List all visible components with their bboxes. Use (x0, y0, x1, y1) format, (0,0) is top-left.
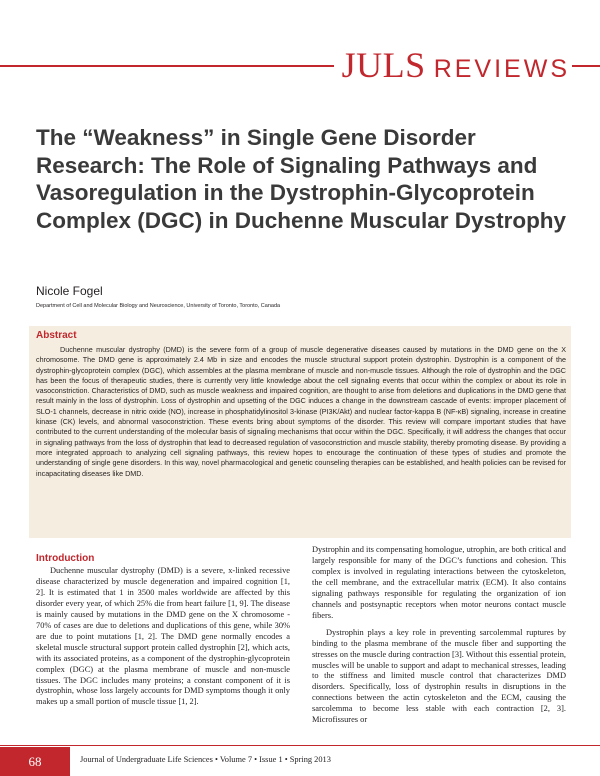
journal-brand (334, 44, 572, 86)
author-name: Nicole Fogel (36, 284, 103, 298)
brand-reviews: REVIEWS (433, 55, 570, 83)
article-title: The “Weakness” in Single Gene Disorder Research: The Role of Signaling Pathways and Vasoregulation in the Dystrophin-Glycoprotein Complex (DGC) in Duchenne Muscular Dystrophy (36, 125, 567, 233)
body-column-right (312, 545, 566, 726)
abstract-heading: Abstract (36, 330, 77, 341)
body-column-left (36, 566, 290, 708)
paragraph: Dystrophin and its compensating homologue, utrophin, are both critical and largely responsible for many of the DGC’s functions and cohesion. This complex is involved in regulating interactions between the cytoskeleton, the cell membrane, and the extracellular matrix (ECM). It also contains signaling pathways responsible for regulating the organization of ion channels and postsynaptic receptors when motor neurons contact muscle fibers. (312, 545, 566, 620)
paragraph: Duchenne muscular dystrophy (DMD) is a severe, x-linked recessive disease characterized by muscle degeneration and impaired cognition [1, 2]. It is estimated that 1 in 3500 males worldwide are affected by this disorder every year, of which 25% die from heart failure [1, 9]. The disease is mainly caused by mutations in the DMD gene on the X chromosome - 70% of cases are due to deletions and duplications of this gene, while 30% are due to point mutations [1, 2]. The DMD gene normally encodes a skeletal muscle structural support protein called dystrophin [2], which acts, with its associated proteins, as a component of the dystrophin-glycoprotein complex (DGC) at the plasma membrane of muscle and non-muscle tissues. The DGC includes many proteins; a constant component of it is dystrophin, whose loss largely accounts for DMD symptoms though it only makes up a small portion of muscle tissue [1, 2]. (36, 566, 290, 707)
abstract-text: Duchenne muscular dystrophy (DMD) is the severe form of a group of muscle degenerative diseases caused by mutations in the DMD gene on the X chromosome. The DMD gene is approximately 2.4 Mb in size and encodes the muscle structural support protein dystrophin. Dystrophin is a component of the dystrophin-glycoprotein complex (DGC), which assembles at the plasma membrane of muscle and non-muscle tissues. Although the role of dystrophin and the DGC has been the focus of therapeutic studies, there is currently very little knowledge about the cell signaling events that occur within the complex or about its role in vasoconstriction. Characteristics of DMD, such as muscle weakness and impaired cognition, are thought to arise from deletions and duplications in the DMD gene that result mainly in the loss of dystrophin. Loss of dystrophin and upsetting of the DGC induces a change in the downstream cascade of events: improper placement of SLO-1 channels, decrease in nitric oxide (NO), increase in phosphatidylinositol 3-kinase (PI3K/Akt) and nuclear factor-kappa B (NF-κB) signaling, increase in creatine kinase (CK) levels, and abnormal vasoconstriction. These events bring about symptoms of the disorder. This review will compare important studies that have contributed to the current understanding of the molecular basis of signaling mechanisms that occur within the DGC. Specifically, it will address the changes that occur in signaling pathways from the loss of dystrophin that lead to decreased regulation of vasoconstriction and muscle stability, thereby promoting disease. By providing a more integrated approach to analyzing cell signaling pathways, this review hopes to encourage the continuation of these types of studies and promote the understanding of single gene disorders. In this way, novel pharmacological and genetic counseling therapies can be established, and health policies can be revised for incapacitating diseases like DMD. (36, 345, 566, 478)
journal-citation: Journal of Undergraduate Life Sciences • Volume 7 • Issue 1 • Spring 2013 (80, 755, 331, 764)
paragraph: Dystrophin plays a key role in preventing sarcolemmal ruptures by binding to the plasma membrane of the muscle fiber and supporting the stresses on the muscle during contraction [3]. Without this essential protein, muscles will be unable to support and adapt to mechanical stresses, leading to the stiffness and limited muscle control that characterizes DMD disorders. Specifically, loss of dystrophin results in disruptions in the connections between the actin cytoskeleton and the ECM, causing the sarcolemma to become less stable with each contraction [2, 3]. Microfissures or (312, 627, 566, 725)
introduction-heading: Introduction (36, 553, 95, 564)
page-number: 68 (0, 747, 70, 776)
footer-rule (0, 745, 600, 746)
brand-juls: JULS (341, 45, 426, 85)
author-affiliation: Department of Cell and Molecular Biology and Neuroscience, University of Toronto, Toronto, Canada (36, 303, 281, 309)
